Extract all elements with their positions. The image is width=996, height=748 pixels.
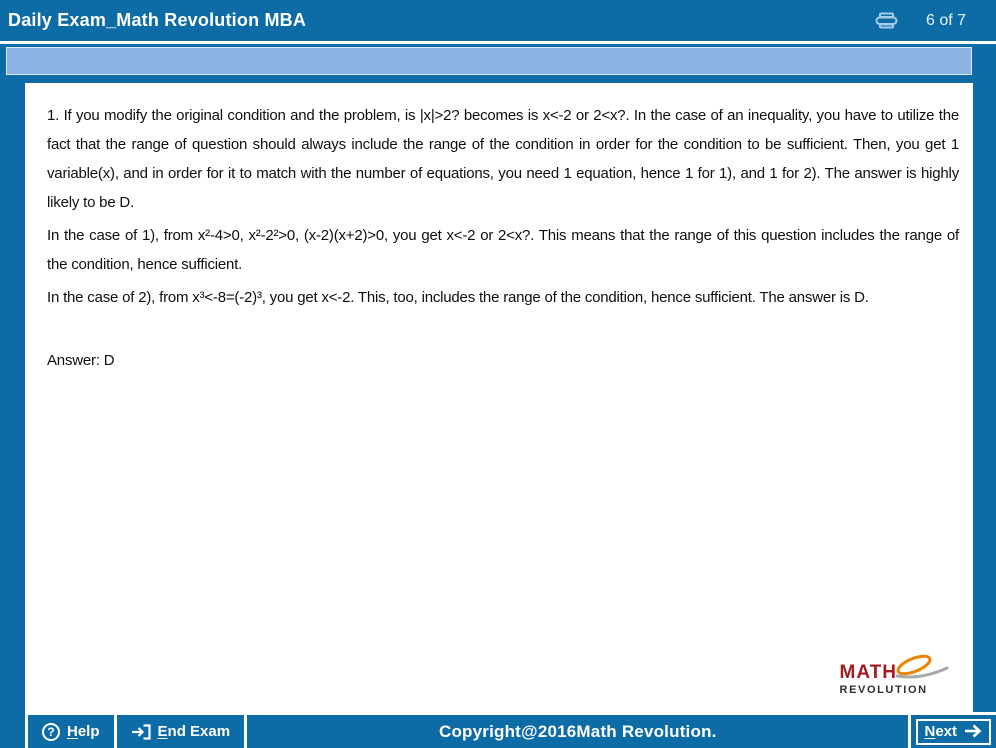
page-indicator: 6 of 7 bbox=[925, 11, 966, 29]
print-icon[interactable] bbox=[875, 12, 898, 29]
exit-icon bbox=[131, 724, 151, 740]
math-revolution-logo bbox=[840, 654, 951, 696]
next-button[interactable] bbox=[916, 719, 991, 745]
footer-bar bbox=[25, 712, 996, 748]
copyright-text: Copyright@2016Math Revolution. bbox=[438, 721, 717, 741]
footer-center bbox=[247, 715, 908, 748]
toolbar-band bbox=[6, 47, 972, 75]
help-button[interactable] bbox=[28, 715, 114, 748]
explanation-paragraph: In the case of 1), from x²-4>0, x²-2²>0, (x-2)(x+2)>0, you get x<-2 or 2<x?. This means that the range of this question includes the range of the condition, hence sufficient. bbox=[47, 227, 959, 273]
end-exam-button[interactable] bbox=[117, 715, 245, 748]
app-title: Daily Exam_Math Revolution MBA bbox=[8, 10, 307, 30]
arrow-right-icon bbox=[964, 724, 983, 738]
end-exam-button-label: End Exam bbox=[157, 723, 231, 740]
logo-revolution-text: REVOLUTION bbox=[839, 684, 928, 696]
titlebar-right-group bbox=[875, 12, 996, 30]
title-bar bbox=[0, 0, 996, 44]
answer-text: Answer: D bbox=[47, 352, 115, 369]
footer-next-cell bbox=[911, 715, 996, 748]
logo-math-text: MATH bbox=[839, 662, 897, 683]
next-button-label: Next bbox=[924, 722, 957, 740]
explanation-paragraph: In the case of 2), from x³<-8=(-2)³, you get x<-2. This, too, includes the range of the condition, hence sufficient. The answer is D. bbox=[47, 289, 869, 306]
explanation-paragraph: 1. If you modify the original condition and the problem, is |x|>2? becomes is x<-2 or 2<x?. In the case of an inequality, you have to utilize the fact that the range of question should always include the range of the condition in order for the condition to be sufficient. Then, you get 1 variable(x), and in order for it to match with the number of equations, you need 1 equation, hence 1 for 1), and 1 for 2). The answer is highly likely to be D. bbox=[47, 107, 959, 211]
question-content bbox=[25, 83, 973, 712]
question-circle-icon: ? bbox=[42, 723, 60, 741]
logo-top-row bbox=[840, 654, 951, 682]
help-button-label: Help bbox=[67, 723, 100, 740]
logo-swoosh-icon bbox=[893, 654, 951, 680]
